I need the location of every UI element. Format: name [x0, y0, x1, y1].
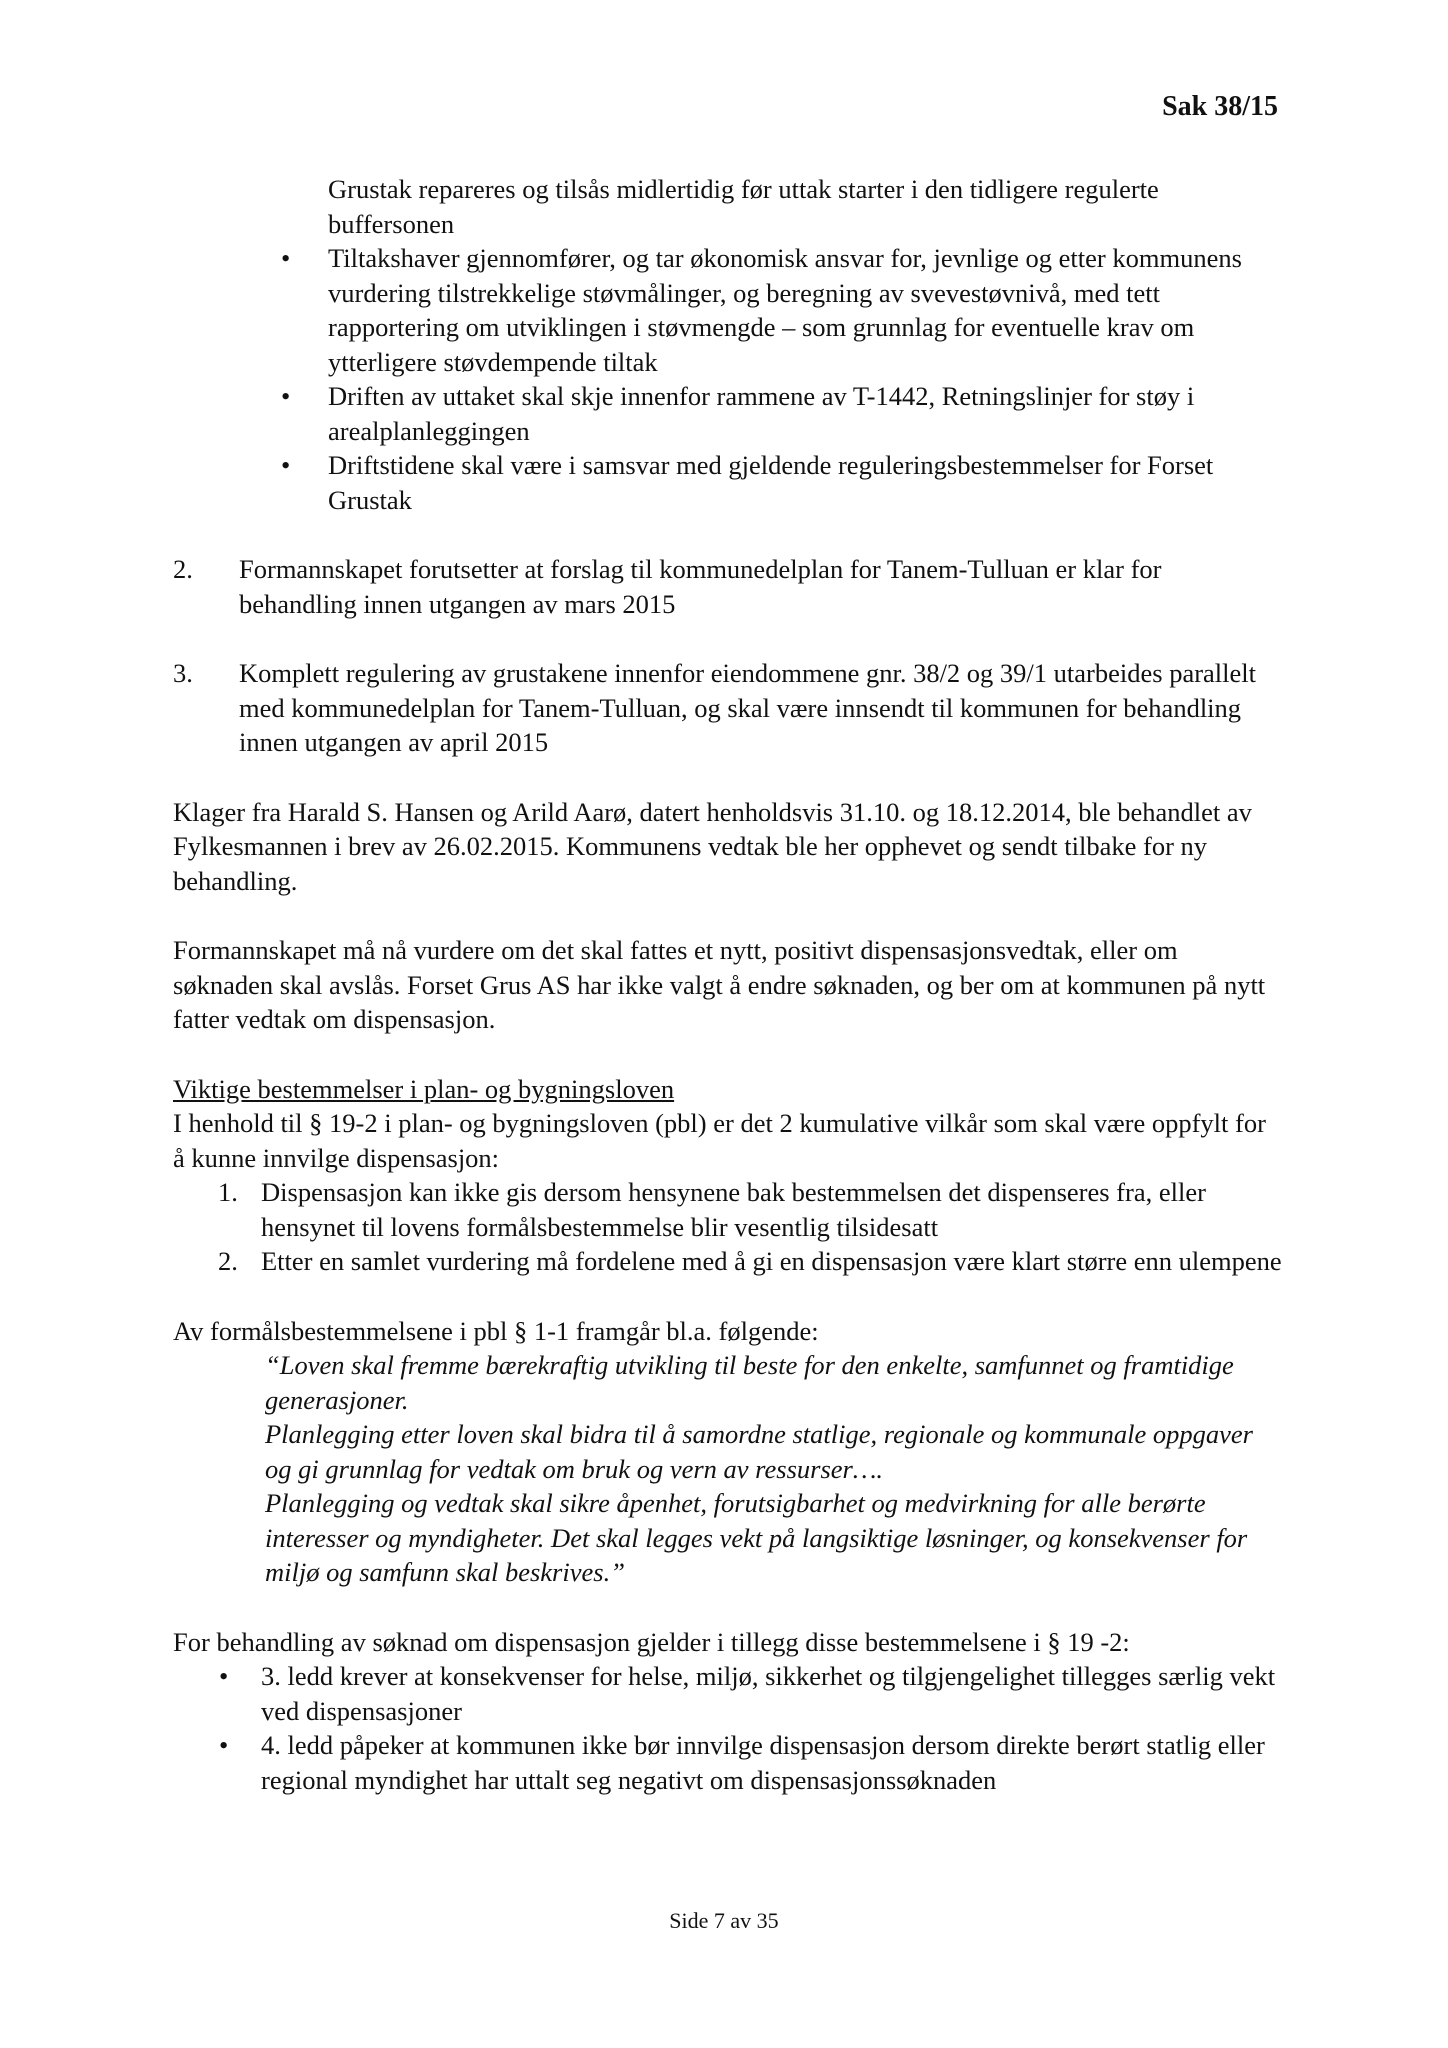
dispensation-rules-intro: For behandling av søknad om dispensasjon gjelder i tillegg disse bestemmelsene i § 19 -2:	[173, 1626, 1130, 1657]
continued-condition-text: Grustak repareres og tilsås midlertidig før uttak starter i den tidligere regulerte buffersonen	[328, 174, 1159, 239]
case-number: Sak 38/15	[1162, 91, 1278, 122]
quote-line: Planlegging etter loven skal bidra til å samordne statlige, regionale og kommunale oppgaver og gi grunnlag for vedtak om bruk og vern av ressurser….	[265, 1419, 1253, 1484]
condition-item	[173, 241, 1283, 379]
quote-line: “Loven skal fremme bærekraftig utvikling til beste for den enkelte, samfunnet og framtidige generasjoner.	[265, 1350, 1234, 1415]
point-text: Komplett regulering av grustakene innenfor eiendommene gnr. 38/2 og 39/1 utarbeides parallelt med kommunedelplan for Tanem-Tulluan, og skal være innsendt til kommunen for behandling innen utgangen av april 2015	[239, 658, 1257, 757]
page-footer: Side 7 av 35	[669, 1908, 779, 1933]
rule-text: 4. ledd påpeker at kommunen ikke bør innvilge dispensasjon dersom direkte berørt statlig eller regional myndighet har uttalt seg negativt om dispensasjonssøknaden	[261, 1730, 1265, 1795]
condition-text: Etter en samlet vurdering må fordelene med å gi en dispensasjon være klart større enn ulempene	[261, 1246, 1282, 1276]
purpose-intro: Av formålsbestemmelsene i pbl § 1-1 framgår bl.a. følgende:	[173, 1315, 819, 1346]
rule-text: 3. ledd krever at konsekvenser for helse, miljø, sikkerhet og tilgjengelighet tillegges særlig vekt ved dispensasjoner	[261, 1661, 1276, 1726]
conditions-list	[173, 241, 1283, 517]
provisions-conditions-list	[173, 1175, 1283, 1279]
dispensation-rules-list	[173, 1659, 1283, 1797]
condition-number: 2.	[218, 1246, 238, 1276]
condition-text: Driften av uttaket skal skje innenfor rammene av T-1442, Retningslinjer for støy i arealplanleggingen	[328, 381, 1195, 446]
dispensation-rule-item	[173, 1659, 1283, 1728]
dispensation-rule-item	[173, 1728, 1283, 1797]
bullet-icon: •	[281, 450, 291, 480]
condition-text: Driftstidene skal være i samsvar med gjeldende reguleringsbestemmelser for Forset Grustak	[328, 450, 1214, 515]
provisions-heading: Viktige bestemmelser i plan- og bygningsloven	[173, 1073, 675, 1104]
law-quote	[265, 1348, 1283, 1590]
complaints-paragraph: Klager fra Harald S. Hansen og Arild Aarø, datert henholdsvis 31.10. og 18.12.2014, ble behandlet av Fylkesmannen i brev av 26.02.2015. Kommunens vedtak ble her opphevet og sendt tilbake for ny behandling.	[173, 796, 1252, 896]
bullet-icon: •	[219, 1661, 229, 1691]
point-number: 3.	[173, 658, 193, 688]
provisions-intro: I henhold til § 19-2 i plan- og bygningsloven (pbl) er det 2 kumulative vilkår som skal være oppfylt for å kunne innvilge dispensasjon:	[173, 1108, 1266, 1173]
provision-condition-item	[173, 1244, 1283, 1279]
condition-item	[173, 448, 1283, 517]
assessment-paragraph: Formannskapet må nå vurdere om det skal fattes et nytt, positivt dispensasjonsvedtak, eller om søknaden skal avslås. Forset Grus AS har ikke valgt å endre søknaden, og ber om at kommunen på nytt fatter vedtak om dispensasjon.	[173, 935, 1266, 1034]
bullet-icon: •	[281, 381, 291, 411]
quote-line: Planlegging og vedtak skal sikre åpenhet, forutsigbarhet og medvirkning for alle berørte interesser og myndigheter. Det skal legges vekt på langsiktige løsninger, og konsekvenser for miljø og samfunn skal beskrives.”	[265, 1488, 1248, 1587]
condition-number: 1.	[218, 1177, 238, 1207]
document-body	[173, 172, 1283, 1797]
provision-condition-item	[173, 1175, 1283, 1244]
condition-item	[173, 379, 1283, 448]
numbered-point	[173, 656, 1283, 760]
condition-text: Dispensasjon kan ikke gis dersom hensynene bak bestemmelsen det dispenseres fra, eller hensynet til lovens formålsbestemmelse blir vesentlig tilsidesatt	[261, 1177, 1206, 1242]
point-number: 2.	[173, 554, 193, 584]
bullet-icon: •	[281, 243, 291, 273]
bullet-icon: •	[219, 1730, 229, 1760]
numbered-point	[173, 552, 1283, 621]
condition-text: Tiltakshaver gjennomfører, og tar økonomisk ansvar for, jevnlige og etter kommunens vurdering tilstrekkelige støvmålinger, og beregning av svevestøvnivå, med tett rapportering om utviklingen i støvmengde – som grunnlag for eventuelle krav om ytterligere støvdempende tiltak	[328, 243, 1242, 377]
point-text: Formannskapet forutsetter at forslag til kommunedelplan for Tanem-Tulluan er klar for behandling innen utgangen av mars 2015	[239, 554, 1162, 619]
